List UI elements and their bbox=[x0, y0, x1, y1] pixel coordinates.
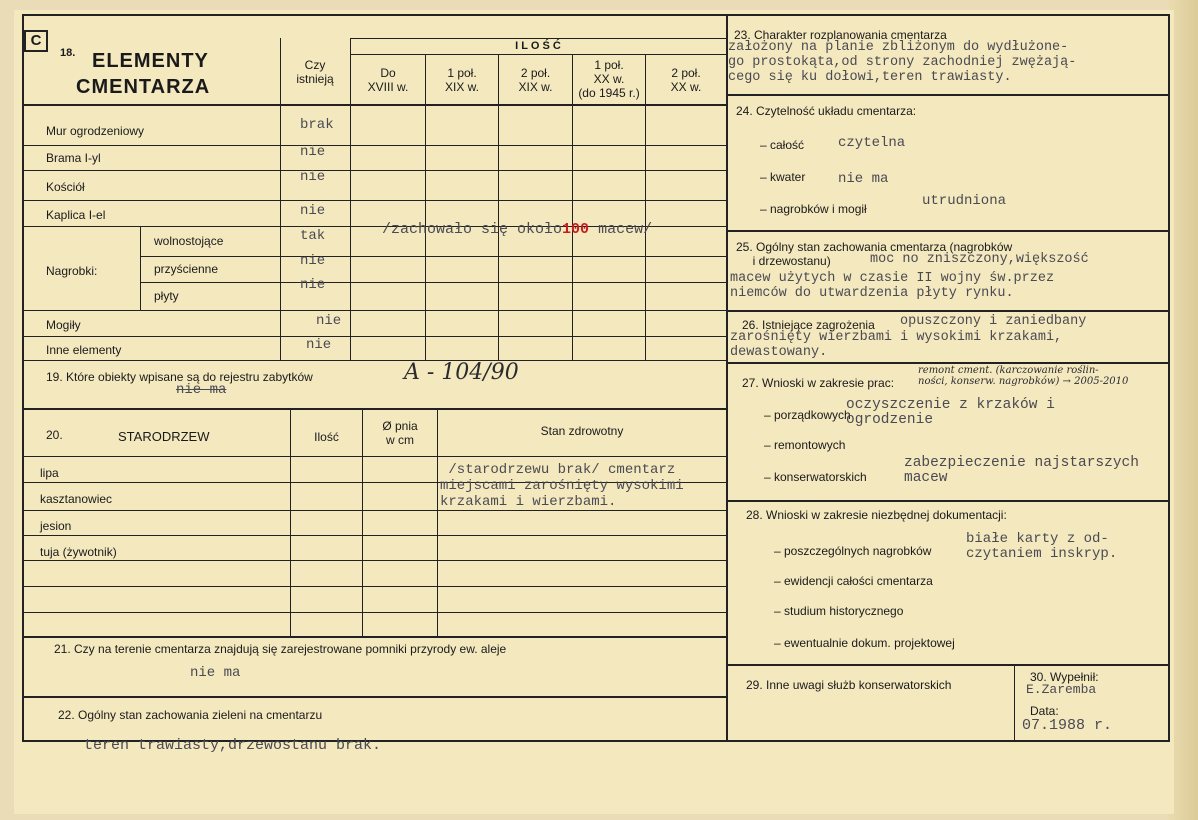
row-brama: Brama I-yl bbox=[46, 151, 101, 165]
section-22-value: teren trawiasty,drzewostanu brak. bbox=[84, 737, 382, 754]
section-30-label: 30. Wypełnił: bbox=[1030, 670, 1099, 684]
col-pnia: Ø pnia w cm bbox=[382, 419, 418, 447]
section-25-value-rest: macew użytych w czasie II wojny św.przez niemców do utwardzenia płyty rynku. bbox=[730, 271, 1055, 301]
row-mogily: Mogiły bbox=[46, 318, 81, 332]
val-plyty: nie bbox=[300, 277, 326, 293]
col-stan: Stan zdrowotny bbox=[540, 424, 624, 438]
val-kaplica: nie bbox=[300, 203, 326, 219]
legibility-quarters-value: nie ma bbox=[838, 171, 889, 187]
tree-health-text: /starodrzewu brak/ cmentarz miejscami zarośnięty wysokimi krzakami i wierzbami. bbox=[440, 462, 684, 510]
section-20-number: 20. bbox=[46, 428, 63, 442]
section-19-label: 19. Które obiekty wpisane są do rejestru zabytków bbox=[46, 370, 313, 384]
section-19-value: nie ma bbox=[176, 382, 227, 398]
section-23-label: 23. Charakter rozplanowania cmentarza bbox=[734, 28, 947, 42]
register-number-handwritten: A - 104/90 bbox=[404, 360, 519, 385]
legibility-total-label: – całość bbox=[760, 138, 805, 152]
doc-history-label: – studium historycznego bbox=[774, 604, 904, 618]
row-wolnostojace: wolnostojące bbox=[154, 234, 224, 248]
works-cleanup-value: oczyszczenie z krzaków i ogrodzenie bbox=[846, 397, 1055, 428]
row-plyty: płyty bbox=[154, 289, 179, 303]
val-inne: nie bbox=[306, 337, 332, 353]
works-cleanup-label: – porządkowych bbox=[764, 408, 851, 422]
section-25-label: 25. Ogólny stan zachowania cmentarza (nagrobków i drzewostanu) bbox=[736, 240, 1013, 268]
works-conservation-value: zabezpieczenie najstarszych macew bbox=[904, 455, 1139, 486]
section-26-label: 26. Istniejące zagrożenia bbox=[742, 318, 875, 332]
doc-graves-label: – poszczególnych nagrobków bbox=[774, 544, 932, 558]
col-2pol-xix: 2 poł. XIX w. bbox=[518, 66, 553, 94]
row-kosciol: Kościół bbox=[46, 180, 85, 194]
section-26-value-rest: zarośnięty wierzbami i wysokimi krzakami, dewastowany. bbox=[730, 330, 1063, 360]
works-conservation-label: – konserwatorskich bbox=[764, 470, 867, 484]
col-do-xviii: Do XVIII w. bbox=[367, 66, 409, 94]
val-mur: brak bbox=[300, 117, 334, 133]
tree-tuja: tuja (żywotnik) bbox=[40, 545, 117, 559]
row-mur: Mur ogrodzeniowy bbox=[46, 124, 145, 138]
legibility-graves-label: – nagrobków i mogił bbox=[760, 202, 867, 216]
row-inne: Inne elementy bbox=[46, 343, 122, 357]
legibility-quarters-label: – kwater bbox=[760, 170, 806, 184]
section-30-value: E.Zaremba bbox=[1026, 682, 1097, 697]
section-18-number: 18. bbox=[60, 47, 76, 59]
doc-inventory-label: – ewidencji całości cmentarza bbox=[774, 574, 933, 588]
val-brama: nie bbox=[300, 144, 326, 160]
col-ilosc: Ilość bbox=[314, 430, 339, 444]
section-24-label: 24. Czytelność układu cmentarza: bbox=[736, 104, 917, 118]
col-2pol-xx: 2 poł. XX w. bbox=[670, 66, 702, 94]
row-nagrobki: Nagrobki: bbox=[46, 264, 98, 278]
tree-kasztanowiec: kasztanowiec bbox=[40, 492, 113, 506]
legibility-total-value: czytelna bbox=[838, 135, 906, 151]
val-kosciol: nie bbox=[300, 169, 326, 185]
val-mogily: nie bbox=[316, 313, 342, 329]
col-1pol-xx: 1 poł. XX w. (do 1945 r.) bbox=[578, 58, 640, 100]
date-label: Data: bbox=[1030, 704, 1059, 718]
col-ilosc-header: I L O Ś Ć bbox=[515, 40, 561, 52]
card-letter-box: C bbox=[24, 30, 48, 52]
val-wolnostojace: tak bbox=[300, 228, 326, 244]
date-value: 07.1988 r. bbox=[1022, 717, 1113, 734]
nagrobki-note: /zachowało się około100 macew/ bbox=[382, 221, 653, 238]
tree-lipa: lipa bbox=[40, 466, 59, 480]
row-kaplica: Kaplica I-el bbox=[46, 208, 106, 222]
section-23-value: założony na planie zbliżonym do wydłużone- go prostokąta,od strony zachodniej zwężają- cego się ku dołowi,teren trawiasty. bbox=[728, 40, 1077, 85]
tree-jesion: jesion bbox=[40, 519, 72, 533]
section-27-handwritten-note: remont cment. (karczowanie roślin- ności, konserw. nagrobków) → 2005-2010 bbox=[918, 365, 1129, 387]
section-20-title: STARODRZEW bbox=[118, 429, 210, 444]
section-25-value-first: moc no zniszczony,większość bbox=[870, 252, 1089, 267]
section-18-title-line1: ELEMENTY bbox=[92, 50, 209, 72]
doc-graves-value: białe karty z od- czytaniem inskryp. bbox=[966, 531, 1118, 562]
section-29-label: 29. Inne uwagi służb konserwatorskich bbox=[746, 678, 952, 692]
col-czy-istnieja: Czy istnieją bbox=[296, 58, 334, 86]
row-przyscienne: przyścienne bbox=[154, 262, 219, 276]
section-18-title-line2: CMENTARZA bbox=[76, 76, 211, 98]
section-26-value-first: opuszczony i zaniedbany bbox=[900, 314, 1087, 329]
val-przyscienne: nie bbox=[300, 253, 326, 269]
legibility-graves-value: utrudniona bbox=[922, 193, 1007, 209]
works-repair-label: – remontowych bbox=[764, 438, 846, 452]
section-21-label: 21. Czy na terenie cmentarza znajdują się zarejestrowane pomniki przyrody ew. aleje bbox=[54, 642, 507, 656]
doc-project-label: – ewentualnie dokum. projektowej bbox=[774, 636, 955, 650]
col-1pol-xix: 1 poł. XIX w. bbox=[444, 66, 479, 94]
section-27-label: 27. Wnioski w zakresie prac: bbox=[742, 376, 895, 390]
section-22-label: 22. Ogólny stan zachowania zieleni na cmentarzu bbox=[58, 708, 323, 722]
section-21-value: nie ma bbox=[190, 665, 241, 681]
section-28-label: 28. Wnioski w zakresie niezbędnej dokumentacji: bbox=[746, 508, 1007, 522]
